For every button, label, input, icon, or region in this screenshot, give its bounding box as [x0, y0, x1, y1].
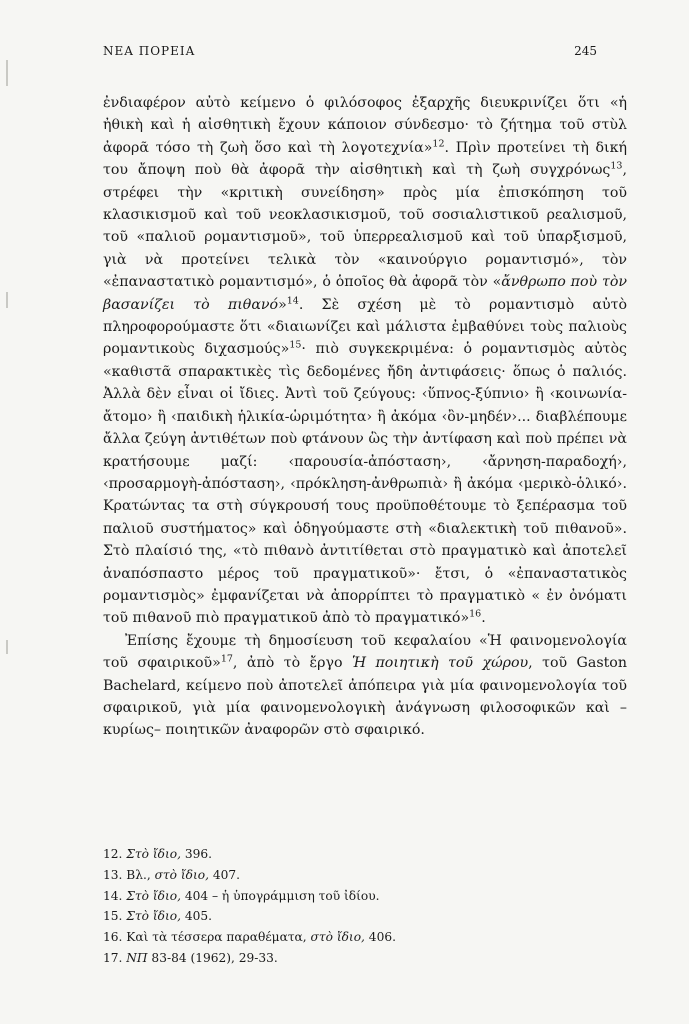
text-run: Ἐπίσης ἔχουμε τὴ δημοσίευση τοῦ κεφαλαίου «Ἡ φαινομενολογία τοῦ σφαιρικοῦ» — [103, 632, 627, 672]
text-run: . Πρὶν προτείνει τὴ δική του ἄποψη ποὺ θὰ ἀφορᾶ τὴν αἰσθητικὴ καὶ τὴ ζωὴ συγχρόνως — [103, 139, 627, 179]
footnote-italic: ΝΠ — [126, 950, 148, 965]
footnote — [103, 865, 623, 886]
footnote-italic: Στὸ ἴδιο, — [126, 847, 181, 861]
italic-quote: ἄνθρωπο ποὺ τὸν βασανίζει τὸ πιθανό — [103, 274, 627, 313]
page-edge-mark — [6, 640, 8, 654]
book-title: Ἡ ποιητικὴ τοῦ χώρου — [351, 655, 529, 672]
footnote-ref: 14 — [286, 294, 299, 306]
page-edge-mark — [6, 60, 8, 86]
footnote-ref: 15 — [289, 339, 302, 351]
footnote — [103, 886, 623, 907]
footnote-number: 15. — [103, 909, 123, 924]
footnotes — [103, 844, 623, 969]
footnote-text: 406. — [364, 930, 396, 945]
running-head — [103, 44, 597, 64]
footnote-italic: Στὸ ἴδιο, — [126, 888, 181, 903]
text-run: . Σὲ σχέση μὲ τὸ ρομαντισμὸ αὐτὸ πληροφορούμαστε ὅτι «διαιωνίζει καὶ μάλιστα ἐμβαθύνει τοὺς παλιοὺς ρομαντικοὺς διχασμούς» — [103, 296, 627, 358]
footnote-text: 404 – ἡ ὑπογράμμιση τοῦ ἰδίου. — [180, 888, 380, 903]
text-run: , τοῦ Gaston Bachelard, κείμενο ποὺ ἀποτελεῖ ἀπόπειρα γιὰ μία φαινομενολογία τοῦ σφαιρικοῦ, γιὰ μία φαινομενολογικὴ ἀνάγνωση φιλοσοφικῶν καὶ –κυρίως– ποιητικῶν ἀναφορῶν στὸ σφαιρικό. — [103, 655, 627, 739]
footnote-ref: 16 — [469, 608, 482, 620]
footnote-number: 14. — [103, 888, 123, 903]
text-run: , ἀπὸ τὸ ἔργο — [232, 655, 352, 672]
footnote-number: 17. — [103, 950, 123, 965]
page-number: 245 — [574, 44, 597, 58]
body-text — [103, 92, 627, 742]
footnote-ref: 12 — [432, 138, 445, 150]
footnote-text: 407. — [208, 867, 240, 882]
footnote — [103, 906, 623, 927]
footnote-number: 16. — [103, 930, 123, 945]
footnote-number: 12. — [103, 847, 123, 861]
page-edge-mark — [6, 292, 8, 308]
paragraph — [103, 92, 627, 630]
footnote-number: 13. — [103, 867, 123, 882]
footnote-italic: Στὸ ἴδιο, — [126, 909, 181, 924]
footnote-text: 83-84 (1962), 29-33. — [147, 950, 278, 965]
text-run: · πιὸ συγκεκριμένα: ὁ ρομαντισμὸς αὐτὸς «καθιστᾶ σπαρακτικὲς τὶς δεδομένες ἤδη ἀντιφάσεις· ὅπως ὁ παλιός. Ἀλλὰ δὲν εἶναι οἱ ἴδιες. Ἀντὶ τοῦ ζεύγους: ‹ὕπνος-ξύπνιο› ἢ ‹κοινωνία-ἄτομο› ἢ ‹παιδικὴ ἡλικία-ὡριμότητα› ἢ ἀκόμα ‹ὂν-μηδέν›... διαβλέπουμε ἄλλα ζεύγη ἀντιθέτων ποὺ φτάνουν ὣς τὴν ἀντίφαση καὶ ποὺ πρέπει νὰ κρατήσουμε μαζί: ‹παρουσία-ἀπόσταση›, ‹ἄρνηση-παραδοχή›, ‹προσαρμογὴ-ἀπόσταση›, ‹πρόκληση-ἀνθρωπιὰ› ἢ ἀκόμα ‹μερικὸ-ὁλικό›. Κρατώντας τα στὴ σύγκρουσή τους προϋποθέτουμε τὸ ξεπέρασμα τοῦ παλιοῦ συστήματος» καὶ ὁδηγούμαστε στὴ «διαλεκτικὴ τοῦ πιθανοῦ». Στὸ πλαίσιό της, «τὸ πιθανὸ ἀντιτίθεται στὸ πραγματικὸ καὶ ἀποτελεῖ ἀναπόσπαστο μέρος τοῦ πραγματικοῦ»· ἔτσι, ὁ «ἐπαναστατικὸς ρομαντισμὸς» ἐμφανίζεται νὰ ἀπορρίπτει τὸ πραγματικὸ « ἐν ὀνόματι τοῦ πιθανοῦ πιὸ πραγματικοῦ ἀπὸ τὸ πραγματικό» — [103, 341, 627, 627]
footnote-text: Καὶ τὰ τέσσερα παραθέματα, — [126, 930, 311, 945]
text-run: » — [278, 296, 287, 313]
footnote-ref: 13 — [610, 160, 623, 172]
footnote — [103, 927, 623, 948]
footnote-ref: 17 — [220, 653, 233, 665]
footnote-text: 405. — [180, 909, 212, 924]
footnote-text: Βλ., — [126, 867, 155, 882]
paragraph — [103, 630, 627, 742]
text-run: . — [481, 610, 486, 627]
running-title: ΝΕΑ ΠΟΡΕΙΑ — [103, 44, 196, 58]
footnote — [103, 844, 623, 865]
footnote — [103, 948, 623, 969]
text-run: ἐνδιαφέρον αὐτὸ κείμενο ὁ φιλόσοφος ἐξαρχῆς διευκρινίζει ὅτι «ἡ ἠθικὴ καὶ ἡ αἰσθητικὴ ἔχουν κάποιον σύνδεσμο· τὸ ζήτημα τοῦ στὺλ ἀφορᾶ τόσο τὴ ζωὴ ὅσο καὶ τὴ λογοτεχνία» — [103, 95, 627, 156]
footnote-text: 396. — [180, 847, 212, 861]
footnote-italic: στὸ ἴδιο, — [310, 930, 365, 945]
text-run: , στρέφει τὴν «κριτικὴ συνείδηση» πρὸς μία ἐπισκόπηση τοῦ κλασικισμοῦ καὶ τοῦ νεοκλασικισμοῦ, τοῦ σοσιαλιστικοῦ ρεαλισμοῦ, τοῦ «παλιοῦ ρομαντισμοῦ», τοῦ ὑπερρεαλισμοῦ καὶ τοῦ ὑπαρξισμοῦ, γιὰ νὰ προτείνει τελικὰ τὸν «καινούργιο ρομαντισμό», τὸν «ἐπαναστατικὸ ρομαντισμό», ὁ ὁποῖος θὰ ἀφορᾶ τὸν « — [103, 162, 627, 291]
footnote-italic: στὸ ἴδιο, — [154, 867, 209, 882]
